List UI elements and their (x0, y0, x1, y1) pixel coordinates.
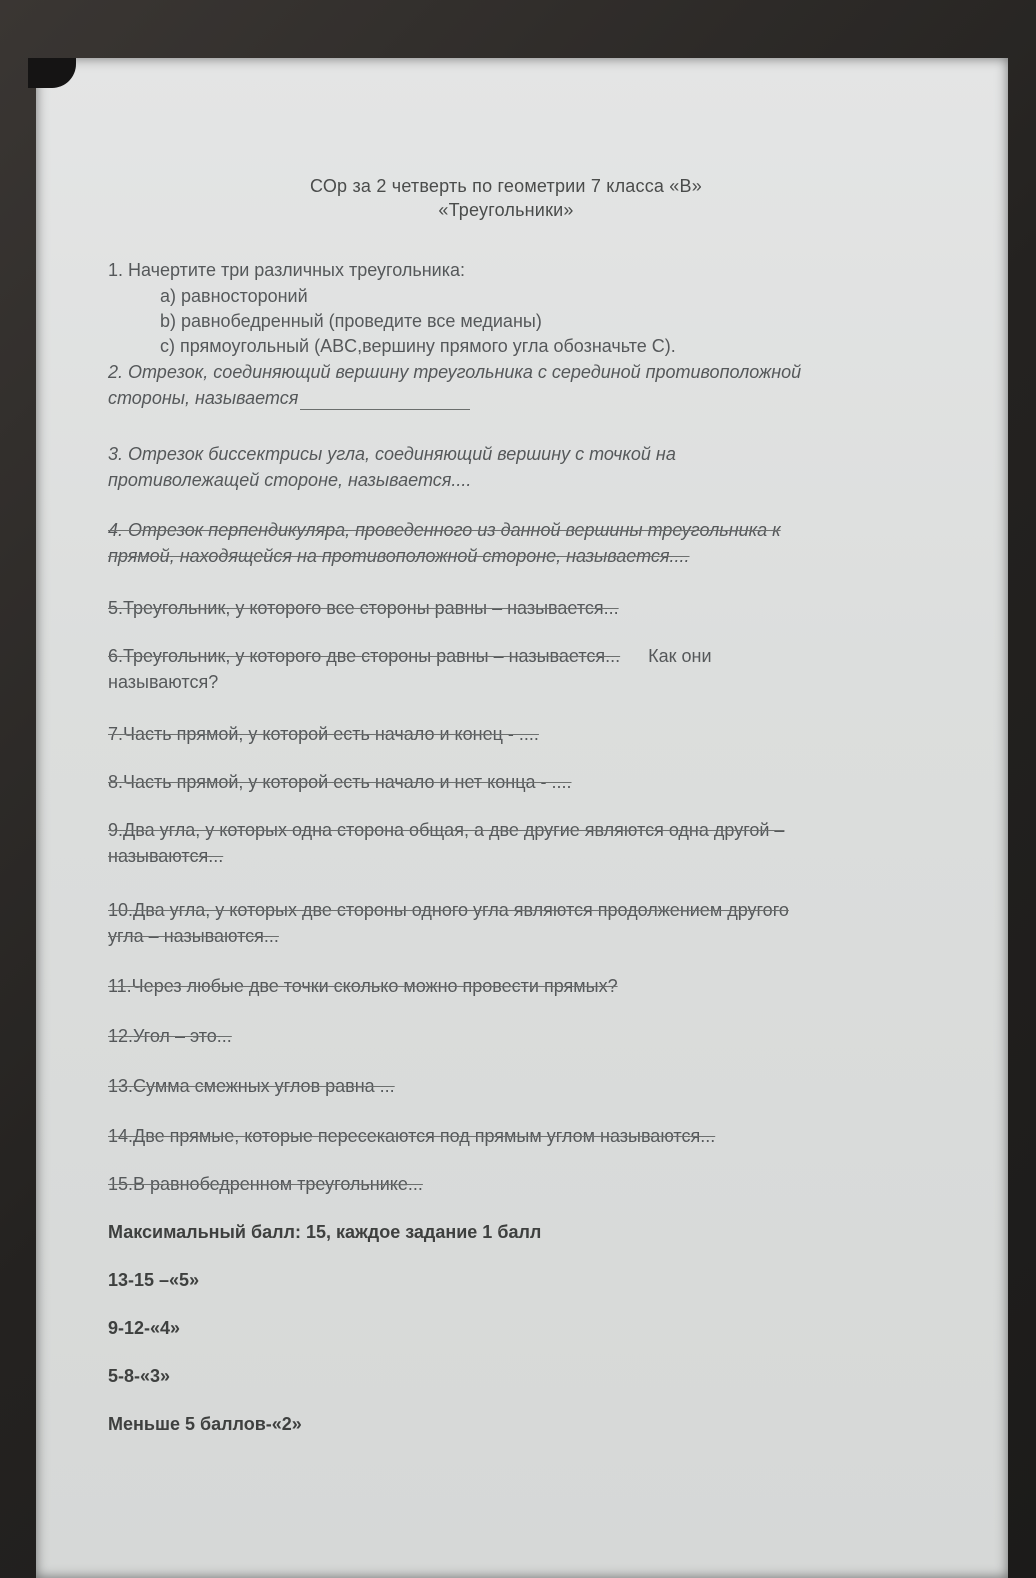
question-2-text: стороны, называется (108, 388, 299, 408)
document-subtitle: «Треугольники» (438, 200, 574, 220)
document-title: СОр за 2 четверть по геометрии 7 класса «В» (310, 176, 702, 196)
question-1-option-b: b) равнобедренный (проведите все медианы) (160, 311, 542, 331)
question-12: 12.Угол – это... (108, 1026, 232, 1046)
grading-4: 9-12-«4» (108, 1318, 181, 1338)
question-6-text: 6.Треугольник, у которого две стороны равны – называется... (108, 646, 621, 666)
document-page (36, 58, 1008, 1578)
question-8: 8.Часть прямой, у которой есть начало и нет конца - .... (108, 772, 572, 792)
question-9-line2: называются... (108, 846, 224, 866)
question-5: 5.Треугольник, у которого все стороны равны – называется... (108, 598, 619, 618)
question-13: 13.Сумма смежных углов равна ... (108, 1076, 395, 1096)
question-15: 15.В равнобедренном треугольнике... (108, 1174, 423, 1194)
question-1-option-c: c) прямоугольный (ABC,вершину прямого угла обозначьте С). (160, 336, 676, 356)
question-3-line1: 3. Отрезок биссектрисы угла, соединяющий вершину с точкой на (108, 444, 676, 464)
question-14: 14.Две прямые, которые пересекаются под прямым углом называются... (108, 1126, 716, 1146)
question-6-line1 (108, 644, 988, 668)
question-11: 11.Через любые две точки сколько можно провести прямых? (108, 976, 618, 996)
screen (36, 58, 1008, 1578)
question-1: 1. Начертите три различных треугольника: (108, 260, 465, 280)
question-6-line2: называются? (108, 672, 219, 692)
answer-blank (300, 393, 470, 410)
question-3-line2: противолежащей стороне, называется.... (108, 470, 472, 490)
question-4-line1: 4. Отрезок перпендикуляра, проведенного из данной вершины треугольника к (108, 520, 781, 540)
grading-3: 5-8-«3» (108, 1366, 171, 1386)
question-9-line1: 9.Два угла, у которых одна сторона общая, а две другие являются одна другой – (108, 820, 785, 840)
question-6-extra: Как они (648, 646, 712, 666)
question-2-line2 (108, 386, 988, 410)
grading-max: Максимальный балл: 15, каждое задание 1 балл (108, 1222, 542, 1242)
question-10-line1: 10.Два угла, у которых две стороны одного угла являются продолжением другого (108, 900, 789, 920)
question-10-line2: угла – называются... (108, 926, 279, 946)
question-1-option-a: a) равностороний (160, 286, 308, 306)
grading-5: 13-15 –«5» (108, 1270, 200, 1290)
grading-2: Меньше 5 баллов-«2» (108, 1414, 302, 1434)
question-7: 7.Часть прямой, у которой есть начало и конец - .... (108, 724, 539, 744)
question-2-line1: 2. Отрезок, соединяющий вершину треугольника с серединой противоположной (108, 362, 802, 382)
question-4-line2: прямой, находящейся на противоположной стороне, называется.... (108, 546, 690, 566)
